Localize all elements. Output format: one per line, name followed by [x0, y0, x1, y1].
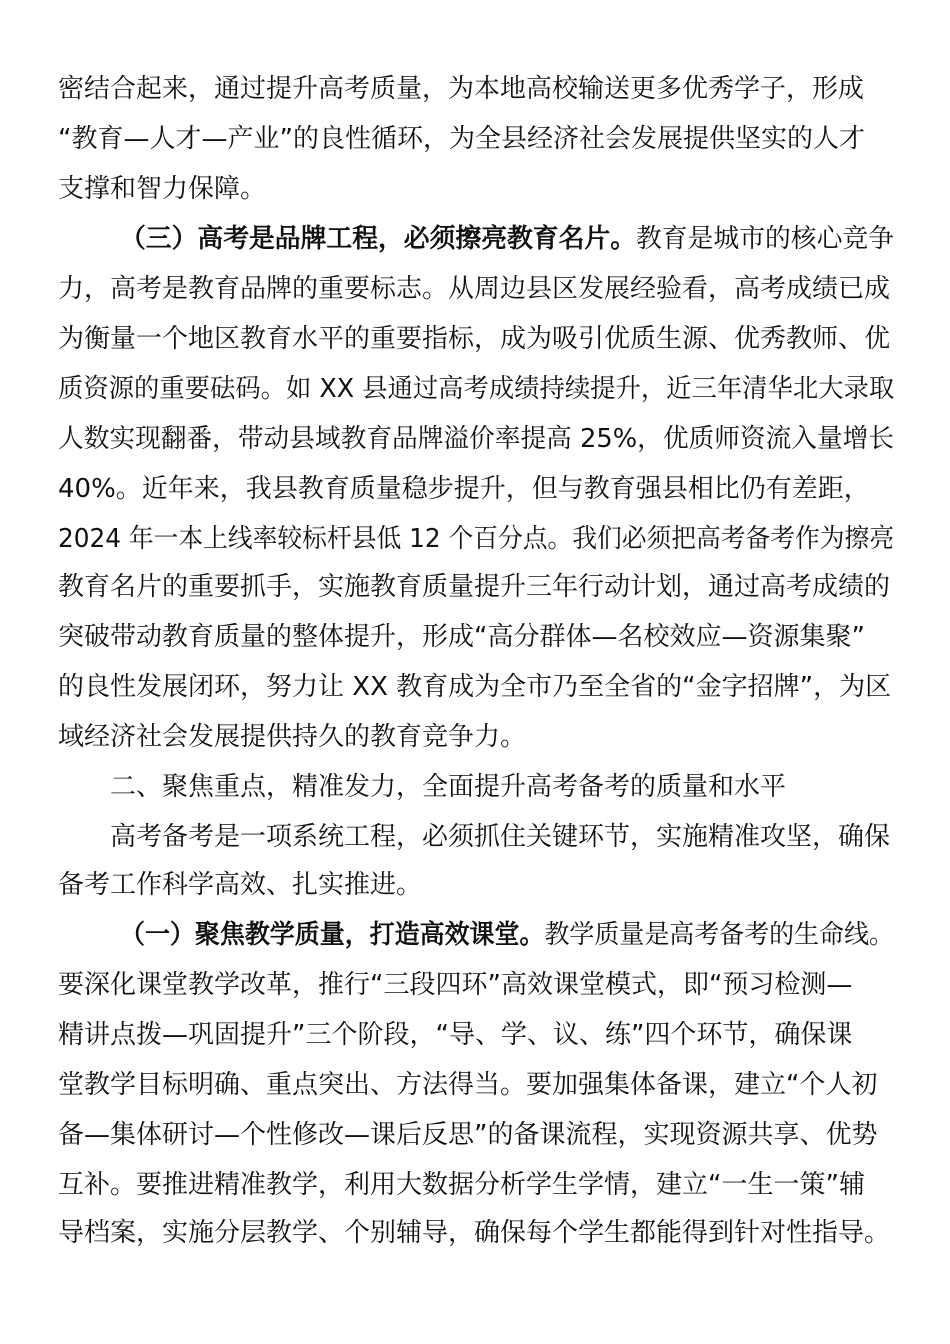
- para2-line-2: 力，高考是教育品牌的重要标志。从周边县区发展经验看，高考成绩已成: [58, 274, 891, 304]
- para2-line-8: 教育名片的重要抓手，实施教育质量提升三年行动计划，通过高考成绩的: [58, 572, 891, 602]
- para4-first-rest: 教学质量是高考备考的生命线。: [544, 920, 895, 950]
- para2-line-5: 人数实现翻番，带动县域教育品牌溢价率提高 25%，优质师资流入量增长: [58, 424, 895, 454]
- para2-line-10: 的良性发展闭环，努力让 XX 教育成为全市乃至全省的“金字招牌”，为区: [58, 672, 892, 702]
- para3-line-2: 备考工作科学高效、扎实推进。: [58, 870, 423, 900]
- para1-line-3: 支撑和智力保障。: [58, 174, 267, 204]
- para2-line-4: 质资源的重要砝码。如 XX 县通过高考成绩持续提升，近三年清华北大录取: [58, 374, 895, 404]
- para1-line-2: “教育—人才—产业”的良性循环，为全县经济社会发展提供坚实的人才: [58, 124, 865, 154]
- para2-line-3: 为衡量一个地区教育水平的重要指标，成为吸引优质生源、优秀教师、优: [58, 324, 891, 354]
- section2-heading: 二、聚焦重点，精准发力，全面提升高考备考的质量和水平: [110, 772, 787, 802]
- para2-first-rest: 教育是城市的核心竞争: [636, 224, 895, 254]
- para2-line-9: 突破带动教育质量的整体提升，形成“高分群体—名校效应—资源集聚”: [58, 622, 865, 652]
- para2-line-7: 2024 年一本上线率较标杆县低 12 个百分点。我们必须把高考备考作为擦亮: [58, 524, 895, 554]
- para4-line-5: 备—集体研讨—个性修改—课后反思”的备课流程，实现资源共享、优势: [58, 1120, 878, 1150]
- para1-line-1: 密结合起来，通过提升高考质量，为本地高校输送更多优秀学子，形成: [58, 74, 865, 104]
- para2-first-line: [120, 220, 894, 258]
- para4-line-4: 堂教学目标明确、重点突出、方法得当。要加强集体备课，建立“个人初: [58, 1070, 878, 1100]
- para2-line-11: 域经济社会发展提供持久的教育竞争力。: [58, 722, 527, 752]
- para4-first-line: [120, 916, 894, 954]
- para4-line-2: 要深化课堂教学改革，推行“三段四环”高效课堂模式，即“预习检测—: [58, 970, 853, 1000]
- para4-line-7: 导档案，实施分层教学、个别辅导，确保每个学生都能得到针对性指导。: [58, 1218, 891, 1248]
- para4-line-3: 精讲点拨—巩固提升”三个阶段，“导、学、议、练”四个环节，确保课: [58, 1020, 853, 1050]
- para3-line-1: 高考备考是一项系统工程，必须抓住关键环节，实施精准攻坚，确保: [110, 822, 891, 852]
- para4-heading: （一）聚焦教学质量，打造高效课堂。: [120, 920, 545, 950]
- para2-heading: （三）高考是品牌工程，必须擦亮教育名片。: [120, 224, 637, 254]
- para2-line-6: 40%。近年来，我县教育质量稳步提升，但与教育强县相比仍有差距，: [58, 474, 870, 504]
- para4-line-6: 互补。要推进精准教学，利用大数据分析学生学情，建立“一生一策”辅: [58, 1170, 865, 1200]
